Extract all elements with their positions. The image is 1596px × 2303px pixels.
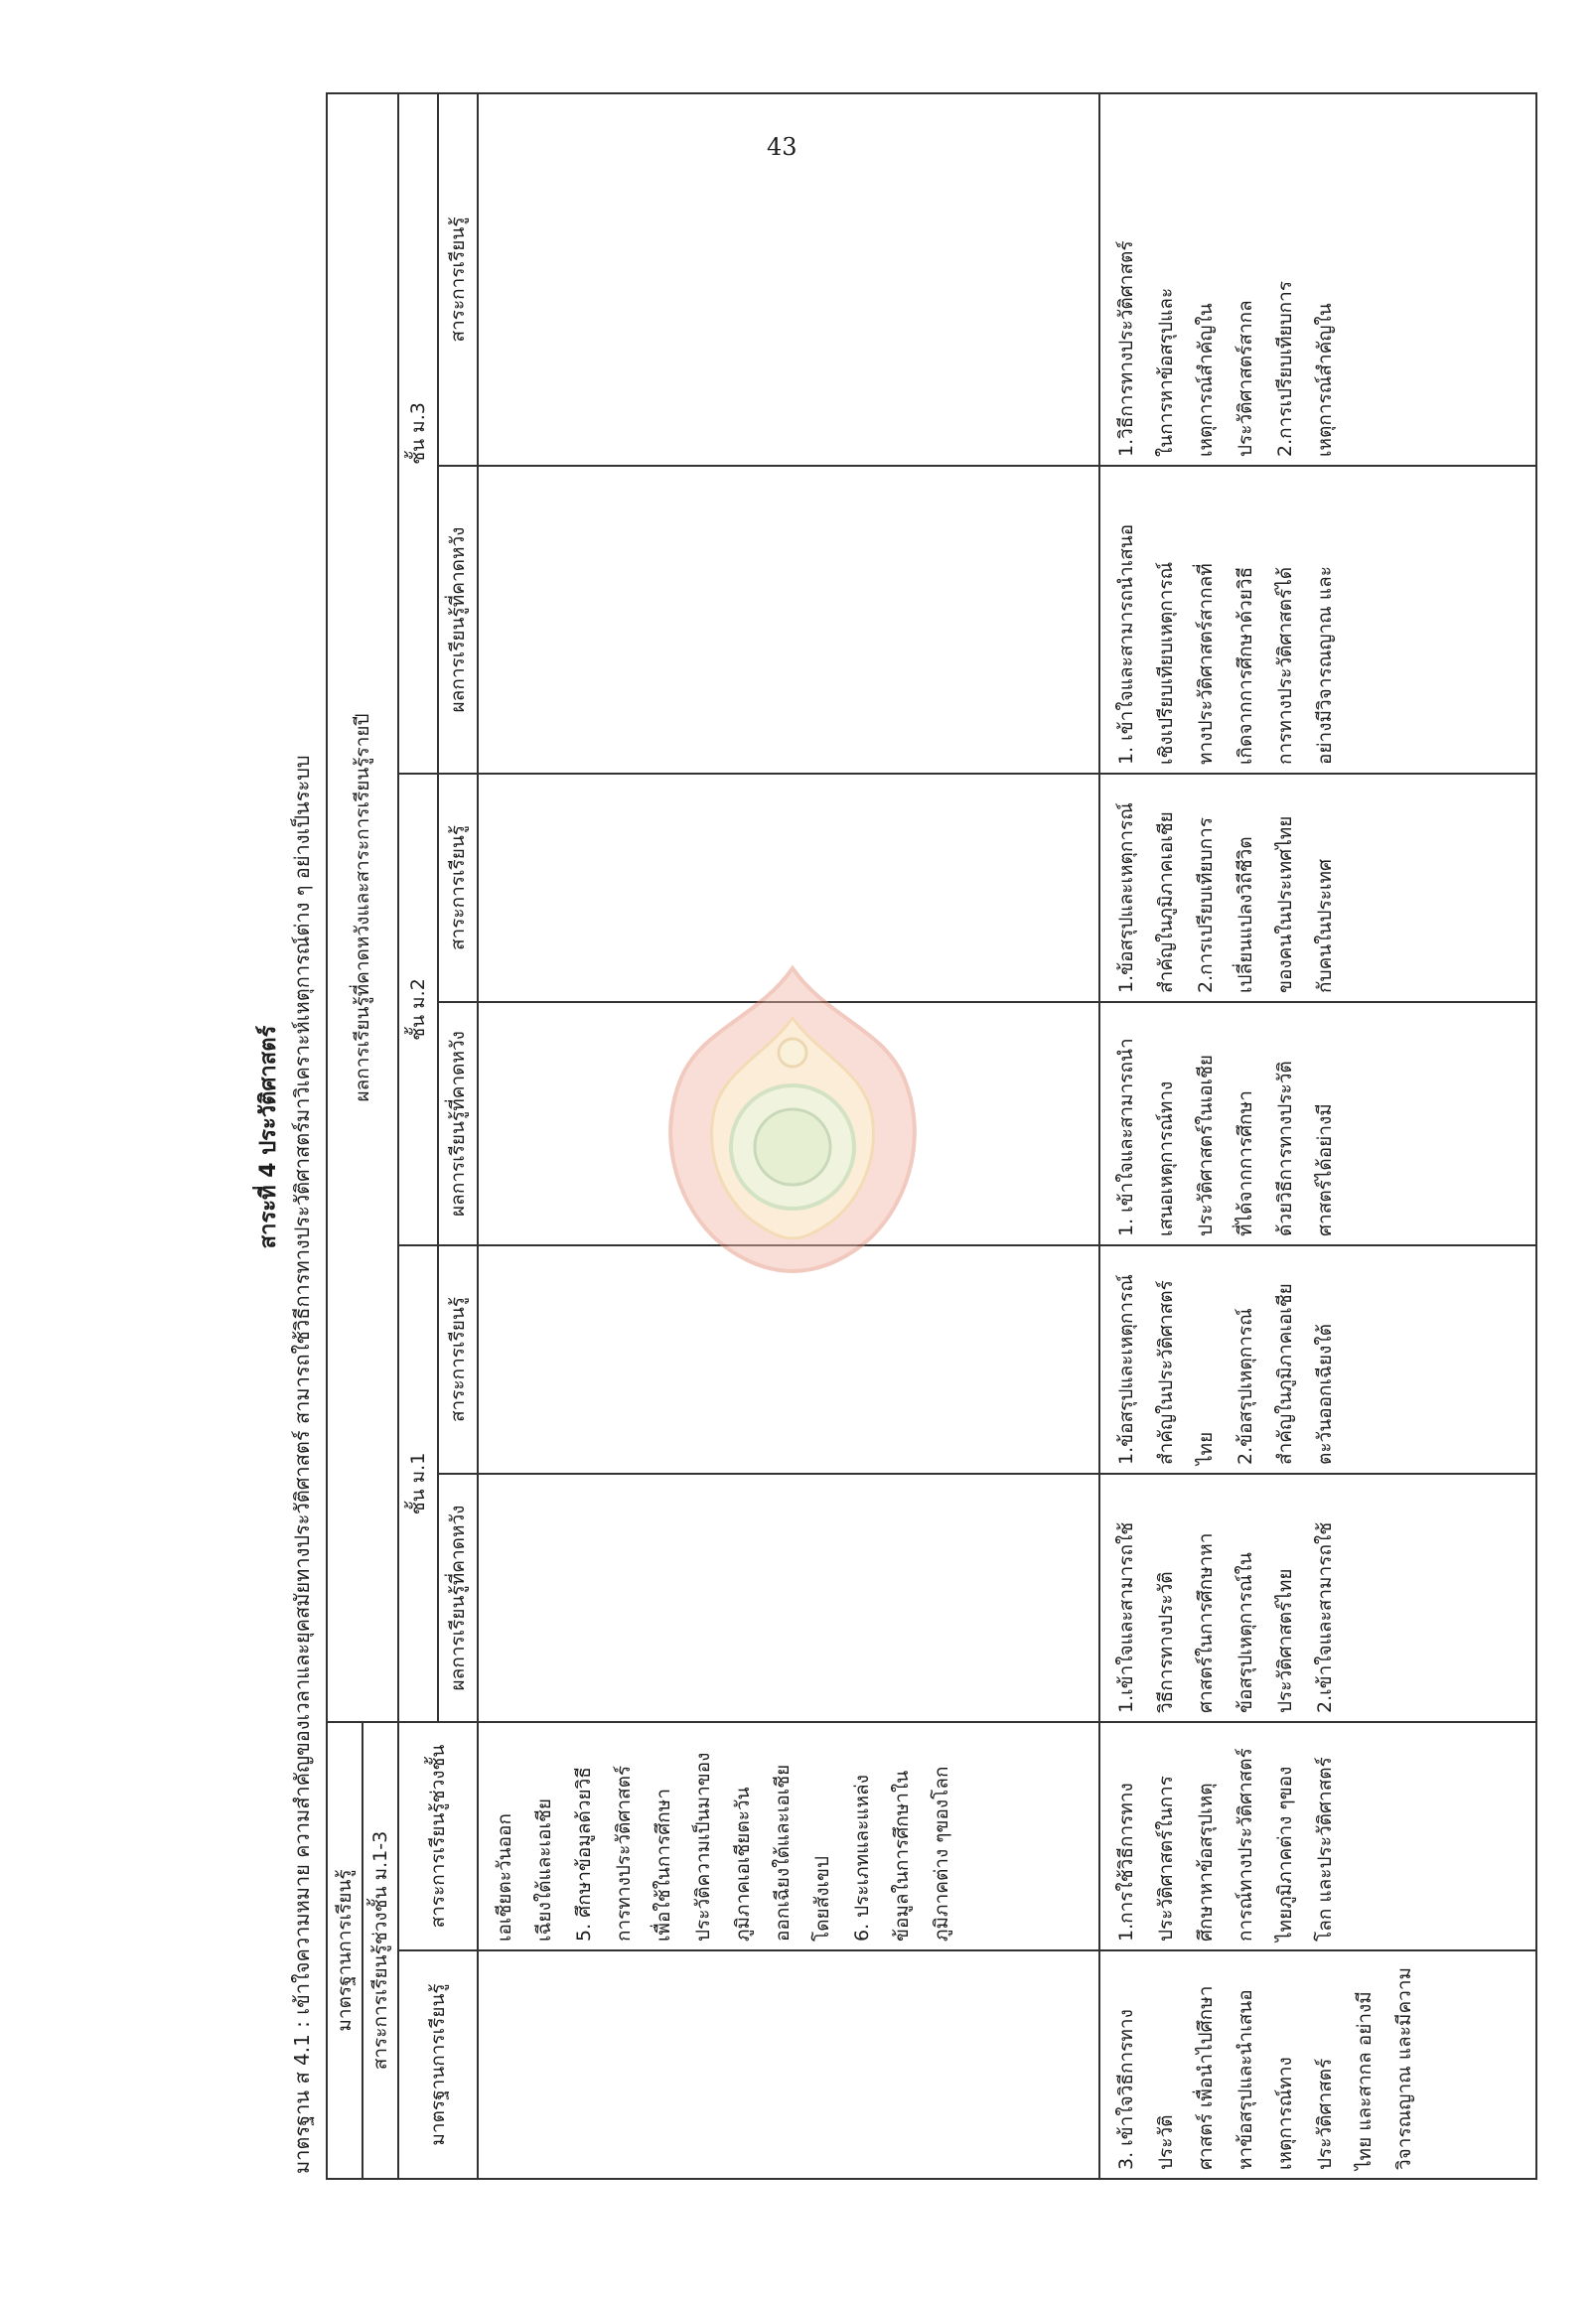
grade-m1-header: ชั้น ม.1 [398,1245,438,1722]
m1-outcome-cell: 1.เข้าใจและสามารถใช้ วิธีการทางประวัติ ศาสตร์ในการศึกษาหา ข้อสรุปเหตุการณ์ใน ประวัติศาสตร์ไทย 2.เข้าใจและสามารถใช้ [1099,1474,1536,1722]
content-cell: เอเชียตะวันออก เฉียงใต้และเอเชีย 5. ศึกษาข้อมูลด้วยวิธี การทางประวัติศาสตร์ เพื่อใช้ในการศึกษา ประวัติความเป็นมาของ ภูมิภาคเอเชียตะวัน ออกเฉียงใต้และเอเชีย โดยสังเขป 6. ประเภทและแหล่ง ข้อมูลในการศึกษาใน ภูมิภาคต่าง ๆของโลก [478,1722,1099,1950]
m3-outcome-cell [478,466,1099,774]
m3-content-header: สาระการเรียนรู้ [438,93,478,466]
standard-cell: 3. เข้าใจวิธีการทางประวัติ ศาสตร์ เพื่อนำไปศึกษา หาข้อสรุปและนำเสนอ เหตุการณ์ทางประวัติศาสตร์ ไทย และสากล อย่างมี วิจารณญาณ และมีความ [1099,1950,1536,2179]
m2-outcome-cell: 1. เข้าใจและสามารถนำ เสนอเหตุการณ์ทาง ประวัติศาสตร์ในเอเชีย ที่ได้จากการศึกษา ด้วยวิธีการทางประวัติ ศาสตร์ได้อย่างมี [1099,1002,1536,1245]
content-cell: 1.การใช้วิธีการทาง ประวัติศาสตร์ในการ ศึกษาหาข้อสรุปเหตุ การณ์ทางประวัติศาสตร์ ไทยภูมิภาคต่าง ๆของ โลก และประวัติศาสตร์ [1099,1722,1536,1950]
m1-outcome-cell [478,1474,1099,1722]
standard-cell [478,1950,1099,2179]
m3-content-cell [478,93,1099,466]
content-column-header: สาระการเรียนรู้ช่วงชั้น [398,1722,478,1950]
m2-content-cell: 1.ข้อสรุปและเหตุการณ์ สำคัญในภูมิภาคเอเชีย 2.การเปรียบเทียบการ เปลี่ยนแปลงวิถีชีวิต ของคนในประเทศไทย กับคนในประเทศ [1099,774,1536,1002]
grade-m2-header: ชั้น ม.2 [398,774,438,1245]
m1-content-cell: 1.ข้อสรุปและเหตุการณ์ สำคัญในประวัติศาสตร์ ไทย 2.ข้อสรุปเหตุการณ์ สำคัญในภูมิภาคเอเชีย ตะวันออกเฉียงใต้ [1099,1245,1536,1474]
m1-outcome-header: ผลการเรียนรู้ที่คาดหวัง [438,1474,478,1722]
standards-column-header: มาตรฐานการเรียนรู้ [398,1950,478,2179]
m2-outcome-header: ผลการเรียนรู้ที่คาดหวัง [438,1002,478,1245]
m3-outcome-header: ผลการเรียนรู้ที่คาดหวัง [438,466,478,774]
m2-content-header: สาระการเรียนรู้ [438,774,478,1002]
outcomes-group-header: ผลการเรียนรู้ที่คาดหวังและสาระการเรียนรู้รายปี [327,93,398,1722]
m3-outcome-cell: 1. เข้าใจและสามารถนำเสนอ เชิงเปรียบเทียบเหตุการณ์ ทางประวัติศาสตร์สากลที่ เกิดจากการศึกษาด้วยวิธี การทางประวัติศาสตร์ได้ อย่างมีวิจารณญาณ และ [1099,466,1536,774]
m1-content-cell [478,1245,1099,1474]
standards-group-header: มาตรฐานการเรียนรู้ [327,1722,363,2179]
m3-content-cell: 1.วิธีการทางประวัติศาสตร์ ในการหาข้อสรุปและ เหตุการณ์สำคัญใน ประวัติศาสตร์สากล 2.การเปรียบเทียบการ เหตุการณ์สำคัญใน [1099,93,1536,466]
ministry-emblem-watermark [644,958,942,1276]
emblem-center-disc [755,1109,830,1185]
emblem-top-wheel [779,1039,806,1067]
page-number: 43 [767,133,798,161]
subject-title: สาระที่ 4 ประวัติศาสตร์ [256,1025,281,1249]
m1-content-header: สาระการเรียนรู้ [438,1245,478,1474]
grade-m3-header: ชั้น ม.3 [398,93,438,774]
table-row [1099,93,1536,2179]
standard-statement: มาตรฐาน ส 4.1 : เข้าใจความหมาย ความสำคัญของเวลาและยุคสมัยทางประวัติศาสตร์ สามารถใช้วิธีการทางประวัติศาสตร์มาวิเคราะห์เหตุการณ์ต่าง ๆ อย่างเป็นระบบ [290,755,314,2174]
content-group-header: สาระการเรียนรู้ช่วงชั้น ม.1-3 [363,1722,398,2179]
